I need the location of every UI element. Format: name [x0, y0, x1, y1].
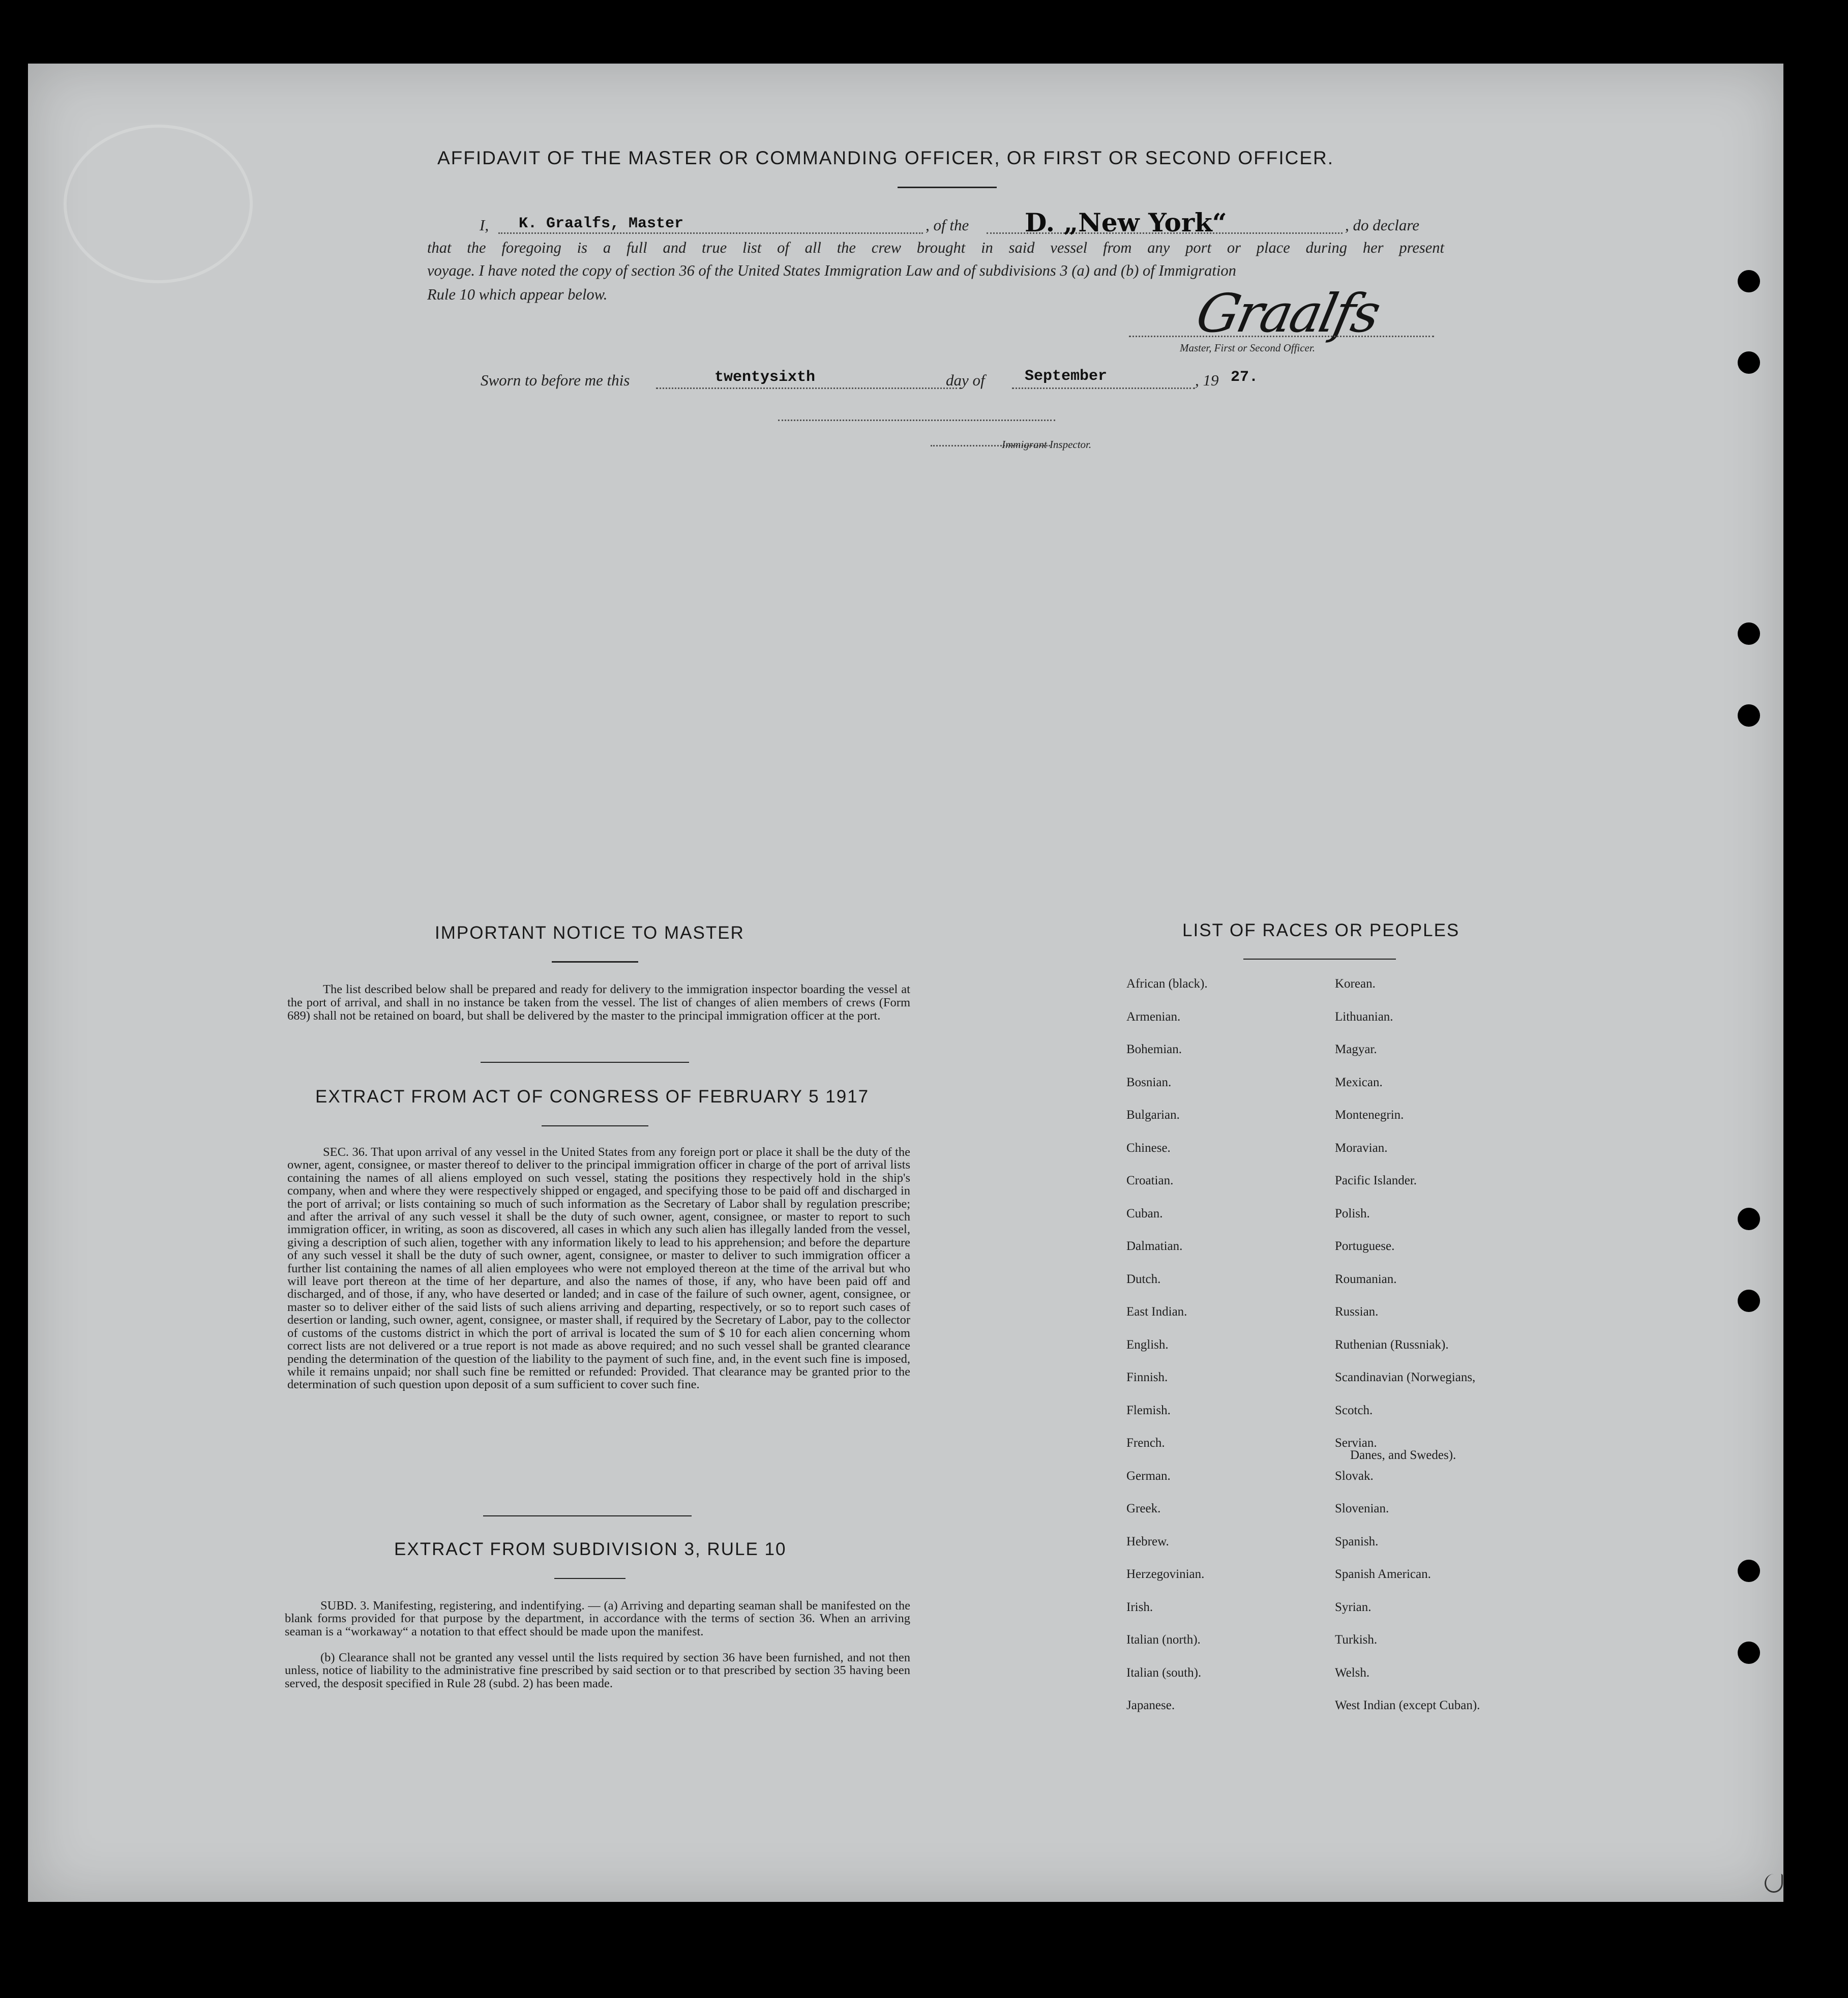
- binder-hole: [1738, 704, 1760, 727]
- signature-dotted-line: [1129, 336, 1434, 337]
- act-rule: [542, 1125, 648, 1126]
- binder-hole: [1738, 1560, 1760, 1582]
- month-dotted-line: [1012, 387, 1195, 389]
- race-item: Bohemian.: [1126, 1042, 1182, 1056]
- rule-title: EXTRACT FROM SUBDIVISION 3, RULE 10: [394, 1539, 787, 1559]
- race-item: Armenian.: [1126, 1010, 1181, 1024]
- race-item: Ruthenian (Russniak).: [1335, 1338, 1449, 1352]
- race-item: Finnish.: [1126, 1370, 1168, 1384]
- races-rule: [1243, 959, 1396, 960]
- race-item: Italian (north).: [1126, 1633, 1201, 1647]
- race-item: Herzegovinian.: [1126, 1567, 1205, 1581]
- race-item: Danes, and Swedes).: [1350, 1448, 1456, 1462]
- race-item: Russian.: [1335, 1305, 1379, 1319]
- sworn-label: Sworn to before me this: [481, 371, 630, 389]
- race-item: Bulgarian.: [1126, 1108, 1180, 1122]
- race-item: Pacific Islander.: [1335, 1174, 1417, 1187]
- affidavit-line-4: Rule 10 which appear below.: [427, 286, 608, 303]
- race-item: Irish.: [1126, 1600, 1153, 1614]
- race-item: Spanish American.: [1335, 1567, 1431, 1581]
- race-item: Japanese.: [1126, 1698, 1175, 1712]
- rule-text-b: (b) Clearance shall not be granted any vessel until the lists required by section 36 have been furnished, and not then unless, notice of liability to the administrative fine prescribed by said section or to that prescribed by section 35 having been served, the desposit specified in Rule 28 (subd. 2) has been made.: [285, 1651, 910, 1690]
- race-item: Syrian.: [1335, 1600, 1372, 1614]
- vessel-name: D. „New York“: [1025, 207, 1227, 237]
- do-declare-label: , do declare: [1345, 216, 1420, 234]
- race-item: Italian (south).: [1126, 1666, 1202, 1680]
- race-item: Hebrew.: [1126, 1535, 1169, 1548]
- inspector-dotted-line-1: [778, 420, 1055, 421]
- race-item: Korean.: [1335, 977, 1376, 991]
- notice-text: The list described below shall be prepared and ready for delivery to the immigration inspector boarding the vessel at the port of arrival, and shall in no instance be taken from the vessel. The list of changes of alien members of crews (Form 689) shall not be retained on board, but shall be delivered by the master to the principal immigration officer at the port.: [287, 982, 910, 1023]
- affidavit-title: AFFIDAVIT OF THE MASTER OR COMMANDING OFFICER, OR FIRST OR SECOND OFFICER.: [437, 147, 1334, 168]
- race-item: East Indian.: [1126, 1305, 1187, 1319]
- race-item: Bosnian.: [1126, 1076, 1172, 1089]
- race-item: Dalmatian.: [1126, 1239, 1183, 1253]
- race-item: Turkish.: [1335, 1633, 1378, 1647]
- race-item: Polish.: [1335, 1207, 1370, 1220]
- race-item: Slovak.: [1335, 1469, 1374, 1483]
- affidavit-prefix: I,: [480, 216, 489, 234]
- binder-hole: [1738, 1642, 1760, 1664]
- race-item: West Indian (except Cuban).: [1335, 1698, 1480, 1712]
- race-item: Scandinavian (Norwegians,: [1335, 1370, 1476, 1384]
- inspector-caption: Immigrant Inspector.: [1002, 438, 1092, 451]
- affidavit-line-2: that the foregoing is a full and true list of all the crew brought in said vessel from any port or place during her present: [427, 239, 1444, 256]
- day-of-label: day of: [946, 371, 985, 389]
- signature-caption: Master, First or Second Officer.: [1180, 342, 1315, 354]
- title-rule: [898, 187, 997, 188]
- year-prefix: , 19: [1195, 371, 1219, 389]
- races-title: LIST OF RACES OR PEOPLES: [1182, 920, 1460, 940]
- race-item: Spanish.: [1335, 1535, 1379, 1548]
- rule-text-a: SUBD. 3. Manifesting, registering, and indentifying. — (a) Arriving and departing seaman shall be manifested on the blank forms provided for that purpose by the department, in accordance with the terms of section 36. When an arriving seaman is a “workaway“ a notation to that effect should be made upon the manifest.: [285, 1599, 910, 1638]
- race-item: Mexican.: [1335, 1076, 1383, 1089]
- document-page: [28, 64, 1783, 1902]
- race-item: Croatian.: [1126, 1174, 1174, 1187]
- race-item: Greek.: [1126, 1502, 1161, 1515]
- sworn-month: September: [1025, 368, 1108, 385]
- race-item: Dutch.: [1126, 1272, 1161, 1286]
- race-item: Montenegrin.: [1335, 1108, 1404, 1122]
- of-the-label: , of the: [926, 216, 969, 234]
- act-title: EXTRACT FROM ACT OF CONGRESS OF FEBRUARY 5 1917: [315, 1087, 870, 1107]
- binder-hole: [1738, 351, 1760, 374]
- affidavit-line-3: voyage. I have noted the copy of section 36 of the United States Immigration Law and of subdivisions 3 (a) and (b) of Immigration: [427, 262, 1236, 279]
- name-dotted-line: [498, 232, 923, 234]
- race-item: Magyar.: [1335, 1042, 1377, 1056]
- corner-mark: [1765, 1874, 1783, 1893]
- race-item: Moravian.: [1335, 1141, 1388, 1155]
- binder-hole: [1738, 622, 1760, 645]
- binder-hole: [1738, 1290, 1760, 1312]
- sworn-day: twentysixth: [714, 369, 816, 386]
- race-item: Welsh.: [1335, 1666, 1370, 1680]
- race-item: Chinese.: [1126, 1141, 1171, 1155]
- master-signature: Graalfs: [1191, 282, 1384, 344]
- race-item: Roumanian.: [1335, 1272, 1397, 1286]
- binder-hole: [1738, 1208, 1760, 1230]
- sworn-year: 27.: [1231, 369, 1259, 386]
- race-item: German.: [1126, 1469, 1171, 1483]
- race-item: Lithuanian.: [1335, 1010, 1393, 1024]
- notice-bottom-rule: [481, 1062, 689, 1063]
- master-name: K. Graalfs, Master: [519, 215, 684, 232]
- binder-hole: [1738, 270, 1760, 292]
- day-dotted-line: [656, 387, 961, 389]
- race-item: Slovenian.: [1335, 1502, 1389, 1515]
- race-item: Flemish.: [1126, 1404, 1171, 1417]
- race-item: French.: [1126, 1436, 1165, 1450]
- race-item: Servian.: [1335, 1436, 1377, 1450]
- race-item: Cuban.: [1126, 1207, 1163, 1220]
- race-item: English.: [1126, 1338, 1169, 1352]
- race-item: African (black).: [1126, 977, 1208, 991]
- rule-rule: [554, 1578, 625, 1579]
- race-item: Scotch.: [1335, 1404, 1373, 1417]
- act-text: SEC. 36. That upon arrival of any vessel in the United States from any foreign port or place it shall be the duty of the owner, agent, consignee, or master thereof to deliver to the principal immigration officer in charge of the port of arrival lists containing the names of all aliens employed on such vessel, stating the positions they respectively hold in the ship's company, when and where they were respectively shipped or engaged, and specifying those to be paid off and discharged in the port of arrival; or lists containing so much of such information as the Secretary of Labor shall by regulation prescribe; and after the arrival of any such vessel it shall be the duty of such owner, agent, consignee, or master to report to such immigration officer, in writing, as soon as discovered, all cases in which any such alien has illegally landed from the vessel, giving a description of such alien, together with any information likely to lead to his apprehension; and before the departure of any such vessel it shall be the duty of such owner, agent, consignee, or master to deliver to such immigration officer a further list containing the names of all alien employees who were not employed thereon at the time of the arrival but who will leave port thereon at the time of her departure, and also the names of those, if any, who have been paid off and discharged, and of those, if any, who have deserted or landed; and in case of the failure of such owner, agent, consignee, or master so to deliver either of the said lists of such aliens arriving and departing, respectively, or so to report such cases of desertion or landing, such owner, agent, consignee, or master shall, if required by the Secretary of Labor, pay to the collector of customs of the customs district in which the port of arrival is located the sum of $ 10 for each alien concerning whom correct lists are not delivered or a true report is not made as above required; and no such vessel shall be granted clearance pending the determination of the question of the liability to the payment of such fine, and, in the event such fine is imposed, while it remains unpaid; nor shall such fine be remitted or refunded: Provided. That clearance may be granted prior to the determination of such question upon deposit of a sum sufficient to cover such fine.: [287, 1145, 910, 1392]
- act-bottom-rule: [483, 1515, 692, 1516]
- embossed-seal: [64, 125, 253, 283]
- notice-rule: [552, 961, 638, 963]
- race-item: Portuguese.: [1335, 1239, 1395, 1253]
- notice-title: IMPORTANT NOTICE TO MASTER: [435, 923, 744, 943]
